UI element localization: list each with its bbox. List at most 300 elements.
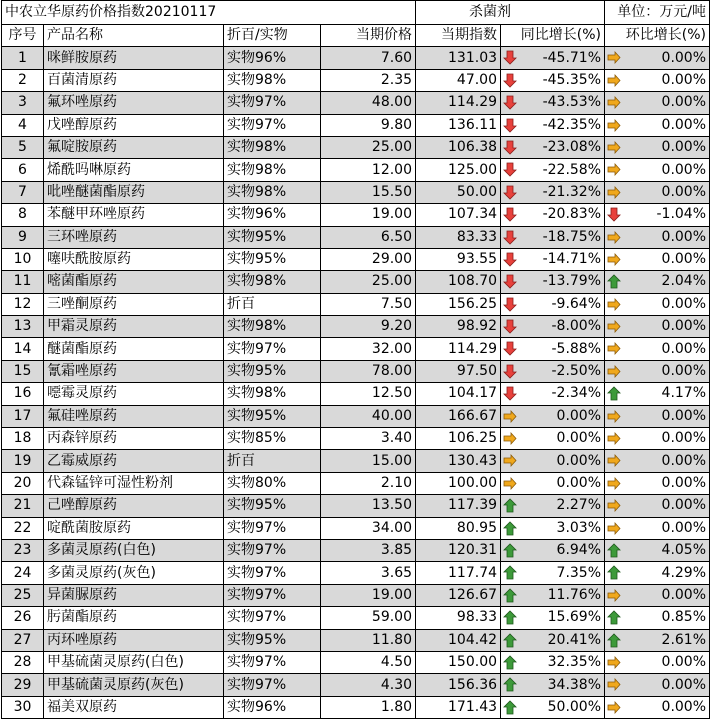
yoy-cell[interactable] [501,360,605,382]
mom-cell[interactable] [605,405,710,427]
index-cell[interactable] [416,47,501,69]
table-row[interactable] [2,674,710,696]
price-cell[interactable] [321,584,416,606]
yoy-cell[interactable] [501,248,605,270]
row-number[interactable] [2,405,44,427]
header-mom[interactable]: 环比增长(%) [605,25,710,47]
yoy-cell[interactable] [501,696,605,718]
product-name[interactable] [44,405,224,427]
spec-cell[interactable] [224,495,321,517]
spec-cell[interactable] [224,226,321,248]
price-cell[interactable] [321,428,416,450]
product-name[interactable] [44,629,224,651]
header-yoy[interactable]: 同比增长(%) [501,25,605,47]
yoy-cell-text: -18.75% [542,228,602,245]
row-number[interactable] [2,607,44,629]
table-row[interactable] [2,607,710,629]
product-name[interactable] [44,226,224,248]
mom-cell[interactable] [605,316,710,338]
spec-cell[interactable] [224,472,321,494]
product-name[interactable] [44,181,224,203]
row-number-text: 19 [13,452,32,469]
yoy-cell[interactable] [501,136,605,158]
mom-cell[interactable] [605,428,710,450]
table-row[interactable] [2,136,710,158]
mom-cell-text: 0.00% [661,407,707,424]
yoy-cell[interactable] [501,607,605,629]
product-name-text: 氰霜唑原药 [47,363,117,380]
spec-cell[interactable] [224,584,321,606]
mom-cell[interactable] [605,539,710,561]
product-name[interactable] [44,204,224,226]
price-cell[interactable] [321,651,416,673]
mom-cell[interactable] [605,696,710,718]
spec-cell-text: 实物98% [227,385,287,402]
price-cell[interactable] [321,316,416,338]
mom-cell-text: 0.00% [661,251,707,268]
table-row[interactable] [2,383,710,405]
yoy-cell[interactable] [501,226,605,248]
yoy-cell[interactable] [501,114,605,136]
table-row[interactable] [2,450,710,472]
mom-cell[interactable] [605,248,710,270]
product-name[interactable] [44,293,224,315]
mom-cell[interactable] [605,495,710,517]
row-number[interactable] [2,136,44,158]
mom-cell[interactable] [605,338,710,360]
mom-cell[interactable] [605,47,710,69]
spec-cell[interactable] [224,248,321,270]
spec-cell[interactable] [224,562,321,584]
index-cell[interactable] [416,405,501,427]
spec-cell[interactable] [224,674,321,696]
index-cell[interactable] [416,181,501,203]
price-cell[interactable] [321,69,416,91]
row-number[interactable] [2,562,44,584]
title-row [2,1,710,25]
index-cell[interactable] [416,316,501,338]
index-cell[interactable] [416,338,501,360]
product-name[interactable] [44,114,224,136]
index-cell-text: 114.29 [448,340,498,357]
index-cell[interactable] [416,562,501,584]
table-row[interactable] [2,204,710,226]
mom-cell-text: 0.00% [661,116,707,133]
yoy-cell[interactable] [501,651,605,673]
price-cell-text: 12.00 [371,161,413,178]
index-cell-text: 97.50 [456,363,498,380]
spec-cell[interactable] [224,696,321,718]
index-cell[interactable] [416,92,501,114]
mom-cell[interactable] [605,562,710,584]
spec-cell-text: 实物80% [227,475,287,491]
mom-cell-text: 0.00% [661,363,707,380]
mom-cell[interactable] [605,136,710,158]
table-row[interactable] [2,472,710,494]
price-cell-text: 19.00 [371,586,413,603]
spec-cell[interactable] [224,629,321,651]
row-number-text: 28 [13,654,32,671]
price-cell[interactable] [321,136,416,158]
product-name[interactable] [44,450,224,472]
mom-cell[interactable] [605,450,710,472]
index-cell[interactable] [416,204,501,226]
table-row[interactable] [2,584,710,606]
mom-cell[interactable] [605,607,710,629]
table-row[interactable] [2,47,710,69]
row-number[interactable] [2,114,44,136]
row-number[interactable] [2,92,44,114]
mom-cell[interactable] [605,472,710,494]
row-number[interactable] [2,181,44,203]
price-cell[interactable] [321,450,416,472]
table-row[interactable] [2,539,710,561]
table-row[interactable] [2,651,710,673]
table-row[interactable] [2,114,710,136]
mom-cell[interactable] [605,629,710,651]
product-name-text: 啶酰菌胺原药 [47,519,131,536]
row-number-text: 3 [18,94,27,111]
index-cell[interactable] [416,226,501,248]
spec-cell[interactable] [224,338,321,360]
table-row[interactable] [2,316,710,338]
row-number[interactable] [2,539,44,561]
yoy-cell[interactable] [501,539,605,561]
product-name[interactable] [44,316,224,338]
product-name-text: 三环唑原药 [47,228,117,245]
yoy-cell[interactable] [501,450,605,472]
yoy-cell[interactable] [501,629,605,651]
row-number[interactable] [2,428,44,450]
index-cell[interactable] [416,360,501,382]
index-cell[interactable] [416,584,501,606]
table-row[interactable] [2,181,710,203]
spec-cell[interactable] [224,651,321,673]
row-number[interactable] [2,204,44,226]
header-no[interactable]: 序号 [2,25,44,47]
price-cell[interactable] [321,114,416,136]
mom-cell-text: 0.00% [661,452,707,469]
mom-cell-text: 0.00% [661,698,707,715]
spec-cell[interactable] [224,271,321,293]
row-number[interactable] [2,495,44,517]
price-cell-text: 32.00 [371,340,413,357]
mom-cell[interactable] [605,360,710,382]
mom-cell[interactable] [605,517,710,539]
index-cell[interactable] [416,607,501,629]
row-number[interactable] [2,293,44,315]
header-price[interactable]: 当期价格 [321,25,416,47]
row-number[interactable] [2,696,44,718]
yoy-cell[interactable] [501,204,605,226]
yoy-cell[interactable] [501,181,605,203]
spec-cell[interactable] [224,136,321,158]
price-cell[interactable] [321,674,416,696]
category-label: 杀菌剂 [416,1,605,25]
price-cell[interactable] [321,204,416,226]
spec-cell-text: 实物96% [227,206,287,223]
index-cell[interactable] [416,517,501,539]
yoy-cell[interactable] [501,338,605,360]
row-number[interactable] [2,226,44,248]
spec-cell[interactable] [224,159,321,181]
price-cell[interactable] [321,696,416,718]
price-cell[interactable] [321,517,416,539]
index-cell[interactable] [416,495,501,517]
row-number[interactable] [2,47,44,69]
mom-cell[interactable] [605,92,710,114]
product-name[interactable] [44,159,224,181]
price-cell[interactable] [321,360,416,382]
price-cell-text: 25.00 [371,273,413,290]
row-number[interactable] [2,674,44,696]
row-number[interactable] [2,450,44,472]
product-name-text: 吡唑醚菌酯原药 [47,183,145,200]
price-cell-text: 13.50 [371,497,413,514]
spec-cell-text: 实物96% [227,49,287,66]
price-cell[interactable] [321,338,416,360]
table-row[interactable] [2,69,710,91]
index-cell[interactable] [416,450,501,472]
spec-cell[interactable] [224,114,321,136]
price-cell[interactable] [321,405,416,427]
yoy-cell[interactable] [501,472,605,494]
index-cell[interactable] [416,472,501,494]
row-number[interactable] [2,316,44,338]
table-row[interactable] [2,629,710,651]
mom-cell[interactable] [605,383,710,405]
product-name[interactable] [44,47,224,69]
spec-cell[interactable] [224,360,321,382]
index-cell[interactable] [416,248,501,270]
table-row[interactable] [2,338,710,360]
index-cell[interactable] [416,383,501,405]
mom-cell[interactable] [605,114,710,136]
table-row[interactable] [2,495,710,517]
header-spec[interactable]: 折百/实物 [224,25,321,47]
product-name[interactable] [44,136,224,158]
spec-cell[interactable] [224,428,321,450]
price-cell-text: 2.35 [380,71,413,88]
yoy-cell-text: -43.53% [542,94,602,111]
spec-cell[interactable] [224,539,321,561]
price-cell[interactable] [321,47,416,69]
price-cell[interactable] [321,495,416,517]
row-number[interactable] [2,69,44,91]
index-cell[interactable] [416,271,501,293]
table-row[interactable] [2,360,710,382]
mom-cell[interactable] [605,159,710,181]
yoy-cell[interactable] [501,47,605,69]
index-cell[interactable] [416,696,501,718]
row-number[interactable] [2,584,44,606]
table-row[interactable] [2,428,710,450]
mom-cell[interactable] [605,204,710,226]
header-index[interactable]: 当期指数 [416,25,501,47]
index-cell[interactable] [416,539,501,561]
index-cell[interactable] [416,136,501,158]
mom-cell-text: 0.85% [661,609,707,626]
spec-cell[interactable] [224,405,321,427]
mom-cell-text: 0.00% [661,430,707,447]
spec-cell-text: 实物97% [227,94,287,111]
mom-cell[interactable] [605,69,710,91]
product-name[interactable] [44,360,224,382]
row-number-text: 5 [18,139,27,156]
product-name[interactable] [44,517,224,539]
table-row[interactable] [2,92,710,114]
table-row[interactable] [2,562,710,584]
yoy-cell-text: 0.00% [556,430,602,447]
row-number[interactable] [2,517,44,539]
yoy-cell[interactable] [501,495,605,517]
yoy-cell[interactable] [501,428,605,450]
yoy-cell[interactable] [501,293,605,315]
yoy-cell[interactable] [501,383,605,405]
product-name-text: 己唑醇原药 [47,497,117,514]
product-name[interactable] [44,472,224,494]
index-cell[interactable] [416,428,501,450]
price-cell[interactable] [321,383,416,405]
yoy-cell[interactable] [501,674,605,696]
table-row[interactable] [2,271,710,293]
spec-cell[interactable] [224,517,321,539]
product-name[interactable] [44,651,224,673]
product-name-text: 苯醚甲环唑原药 [47,206,145,223]
mom-cell[interactable] [605,271,710,293]
product-name[interactable] [44,248,224,270]
row-number[interactable] [2,159,44,181]
yoy-cell[interactable] [501,69,605,91]
index-cell[interactable] [416,651,501,673]
product-name[interactable] [44,495,224,517]
row-number[interactable] [2,271,44,293]
price-cell[interactable] [321,629,416,651]
price-cell[interactable] [321,293,416,315]
index-cell[interactable] [416,293,501,315]
product-name-text: 多菌灵原药(白色) [47,542,156,559]
yoy-cell[interactable] [501,159,605,181]
price-cell[interactable] [321,607,416,629]
product-name[interactable] [44,69,224,91]
product-name[interactable] [44,562,224,584]
index-cell[interactable] [416,159,501,181]
spec-cell[interactable] [224,383,321,405]
table-row[interactable] [2,405,710,427]
index-cell[interactable] [416,629,501,651]
yoy-cell[interactable] [501,92,605,114]
product-name[interactable] [44,338,224,360]
spec-cell[interactable] [224,69,321,91]
row-number[interactable] [2,472,44,494]
spec-cell-text: 实物95% [227,497,287,514]
mom-cell[interactable] [605,651,710,673]
spec-cell[interactable] [224,450,321,472]
row-number[interactable] [2,629,44,651]
spec-cell-text: 实物98% [227,139,287,156]
mom-cell[interactable] [605,181,710,203]
yoy-cell[interactable] [501,584,605,606]
row-number[interactable] [2,248,44,270]
yoy-cell[interactable] [501,316,605,338]
yoy-cell-text: -20.83% [542,206,602,223]
header-name[interactable]: 产品名称 [44,25,224,47]
spec-cell[interactable] [224,316,321,338]
product-name[interactable] [44,584,224,606]
yoy-cell-text: -45.35% [542,71,602,88]
product-name[interactable] [44,271,224,293]
row-number[interactable] [2,651,44,673]
product-name[interactable] [44,383,224,405]
yoy-cell[interactable] [501,271,605,293]
row-number[interactable] [2,383,44,405]
table-row[interactable] [2,226,710,248]
price-cell-text: 78.00 [371,363,413,380]
row-number-text: 18 [13,430,32,447]
table-row[interactable] [2,159,710,181]
price-cell[interactable] [321,181,416,203]
row-number[interactable] [2,338,44,360]
index-cell[interactable] [416,674,501,696]
yoy-cell-text: -45.71% [542,49,602,66]
mom-cell[interactable] [605,293,710,315]
price-cell-text: 7.50 [380,295,413,312]
spec-cell[interactable] [224,204,321,226]
yoy-cell[interactable] [501,562,605,584]
product-name[interactable] [44,674,224,696]
yoy-cell-text: 0.00% [556,407,602,424]
spec-cell[interactable] [224,293,321,315]
table-row[interactable] [2,293,710,315]
table-row[interactable] [2,517,710,539]
product-name[interactable] [44,539,224,561]
yoy-cell-text: 20.41% [547,631,602,648]
spec-cell[interactable] [224,181,321,203]
price-cell[interactable] [321,248,416,270]
price-cell[interactable] [321,92,416,114]
table-row[interactable] [2,248,710,270]
product-name-text: 百菌清原药 [47,71,117,88]
product-name[interactable] [44,607,224,629]
mom-cell[interactable] [605,226,710,248]
price-cell[interactable] [321,472,416,494]
mom-cell[interactable] [605,674,710,696]
product-name[interactable] [44,428,224,450]
price-cell[interactable] [321,271,416,293]
mom-cell[interactable] [605,584,710,606]
price-cell[interactable] [321,562,416,584]
row-number-text: 8 [18,206,27,223]
table-row[interactable] [2,696,710,718]
spec-cell[interactable] [224,47,321,69]
index-cell[interactable] [416,69,501,91]
row-number-text: 4 [18,116,27,133]
price-cell[interactable] [321,539,416,561]
index-cell-text: 150.00 [448,654,498,671]
yoy-cell[interactable] [501,517,605,539]
product-name[interactable] [44,92,224,114]
index-cell-text: 106.38 [448,139,498,156]
product-name[interactable] [44,696,224,718]
spec-cell[interactable] [224,607,321,629]
row-number[interactable] [2,360,44,382]
index-cell[interactable] [416,114,501,136]
index-cell-text: 50.00 [456,183,498,200]
price-cell[interactable] [321,159,416,181]
yoy-cell[interactable] [501,405,605,427]
price-cell[interactable] [321,226,416,248]
spec-cell[interactable] [224,92,321,114]
